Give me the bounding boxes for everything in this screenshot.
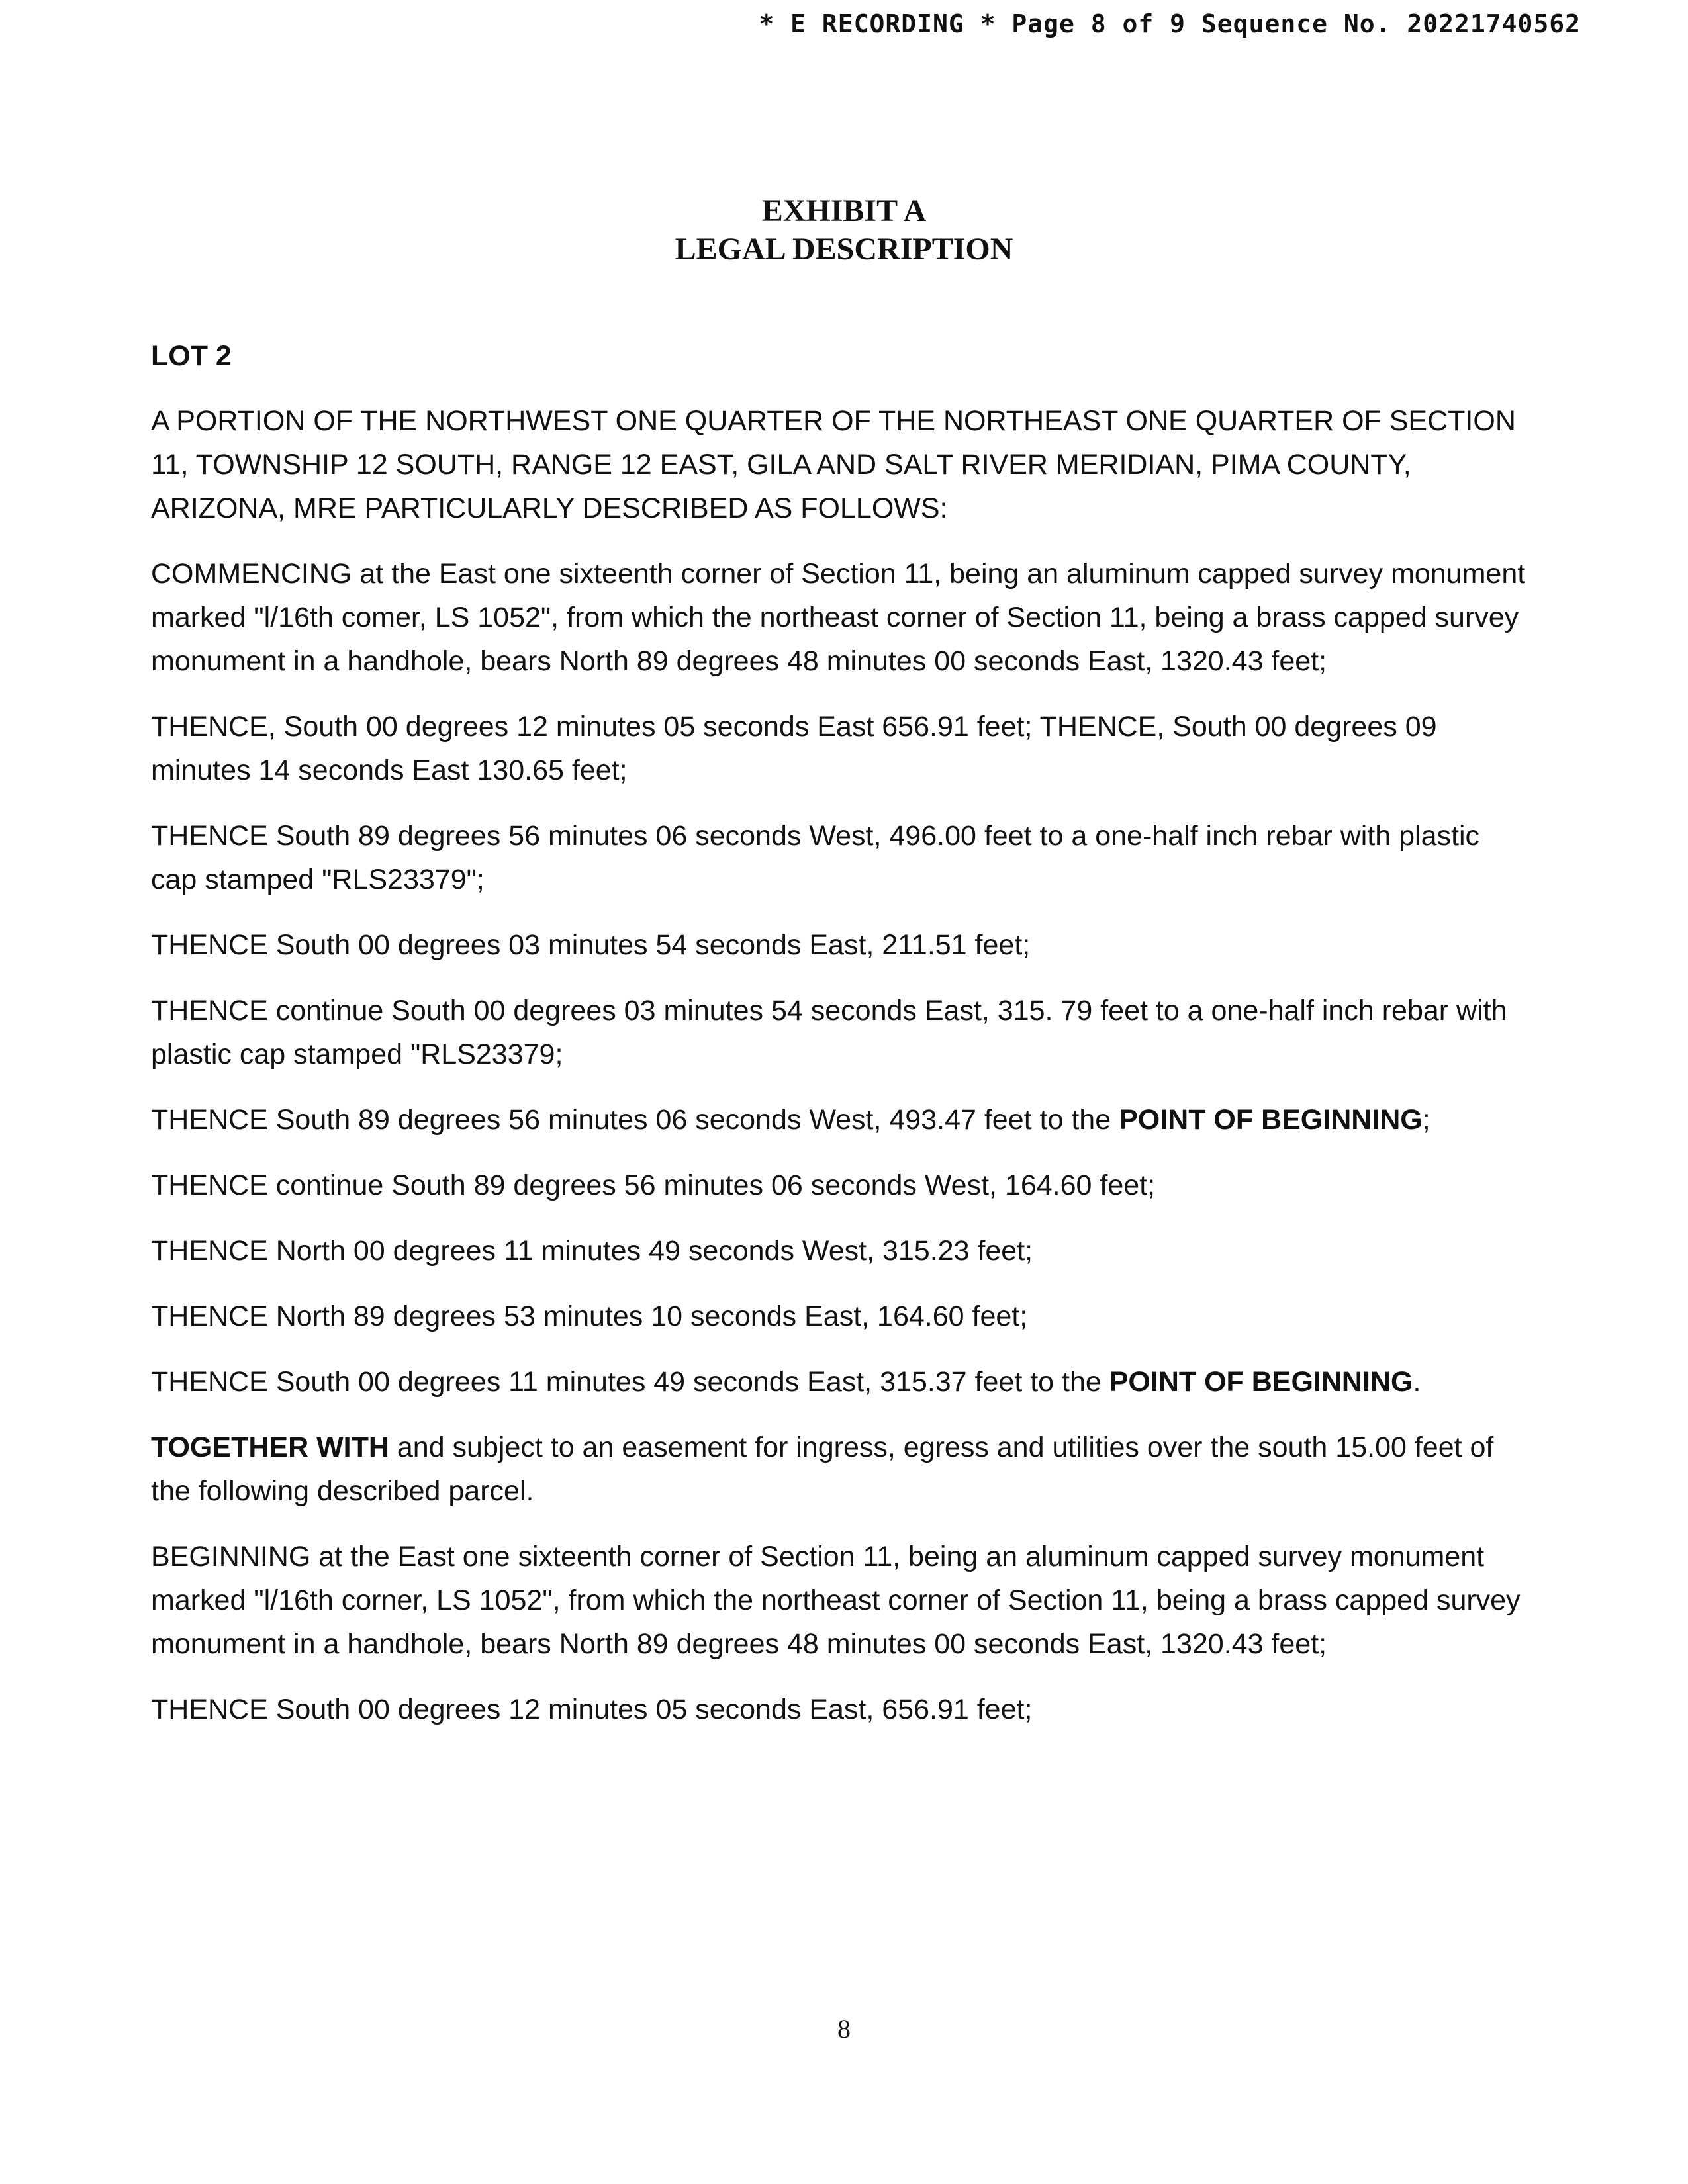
paragraph-beginning xyxy=(151,1535,1531,1666)
paragraph-course-to-pob xyxy=(151,1360,1531,1404)
paragraph-text: THENCE North 00 degrees 11 minutes 49 seconds West, 315.23 feet; xyxy=(151,1235,1033,1267)
paragraph-text: THENCE, South 00 degrees 12 minutes 05 seconds East 656.91 feet; THENCE, South 00 degrees 09 minutes 14 seconds East 130.65 feet; xyxy=(151,711,1437,786)
paragraph-together-with xyxy=(151,1426,1531,1513)
paragraph-text: THENCE South 89 degrees 56 minutes 06 seconds West, 493.47 feet to the xyxy=(151,1104,1119,1136)
lot-heading: LOT 2 xyxy=(151,340,232,372)
paragraph-text: THENCE continue South 00 degrees 03 minutes 54 seconds East, 315. 79 feet to a one-half inch rebar with plastic cap stamped "RLS23379; xyxy=(151,995,1507,1070)
paragraph-portion xyxy=(151,399,1531,530)
point-of-beginning-label: POINT OF BEGINNING xyxy=(1109,1366,1413,1398)
paragraph-text: COMMENCING at the East one sixteenth corner of Section 11, being an aluminum capped survey monument marked "l/16th comer, LS 1052", from which the northeast corner of Section 11, being a brass capped survey monument in a handhole, bears North 89 degrees 48 minutes 00 seconds East, 1320.43 feet; xyxy=(151,558,1526,677)
paragraph-course xyxy=(151,1688,1531,1731)
paragraph-course xyxy=(151,1229,1531,1273)
paragraph-text: BEGINNING at the East one sixteenth corner of Section 11, being an aluminum capped survey monument marked "l/16th corner, LS 1052", from which the northeast corner of Section 11, being a brass capped survey monument in a handhole, bears North 89 degrees 48 minutes 00 seconds East, 1320.43 feet; xyxy=(151,1541,1521,1660)
exhibit-title-line1: EXHIBIT A xyxy=(761,193,927,228)
paragraph-text: THENCE South 89 degrees 56 minutes 06 seconds West, 496.00 feet to a one-half inch rebar with plastic cap stamped "RLS23379"; xyxy=(151,820,1479,895)
paragraph-course xyxy=(151,814,1531,901)
paragraph-course xyxy=(151,1295,1531,1338)
paragraph-text: THENCE South 00 degrees 11 minutes 49 seconds East, 315.37 feet to the xyxy=(151,1366,1109,1398)
paragraph-course xyxy=(151,705,1531,792)
paragraph-commencing xyxy=(151,552,1531,683)
paragraph-text: THENCE continue South 89 degrees 56 minutes 06 seconds West, 164.60 feet; xyxy=(151,1169,1156,1201)
together-with-label: TOGETHER WITH xyxy=(151,1432,389,1463)
paragraph-text: THENCE South 00 degrees 12 minutes 05 seconds East, 656.91 feet; xyxy=(151,1694,1033,1725)
paragraph-punctuation: ; xyxy=(1422,1104,1430,1136)
paragraph-text: THENCE North 89 degrees 53 minutes 10 seconds East, 164.60 feet; xyxy=(151,1300,1028,1332)
point-of-beginning-label: POINT OF BEGINNING xyxy=(1119,1104,1423,1136)
exhibit-title xyxy=(0,192,1688,269)
paragraph-text: A PORTION OF THE NORTHWEST ONE QUARTER OF THE NORTHEAST ONE QUARTER OF SECTION 11, TOWNSHIP 12 SOUTH, RANGE 12 EAST, GILA AND SALT RIVER MERIDIAN, PIMA COUNTY, ARIZONA, MRE PARTICULARLY DESCRIBED AS FOLLOWS: xyxy=(151,405,1516,524)
paragraph-course xyxy=(151,1163,1531,1207)
paragraph-punctuation: . xyxy=(1413,1366,1421,1398)
paragraph-text: and subject to an easement for ingress, egress and utilities over the south 15.00 feet of the following described parcel. xyxy=(151,1432,1494,1507)
paragraph-course xyxy=(151,923,1531,967)
page-number: 8 xyxy=(837,2014,851,2044)
exhibit-title-line2: LEGAL DESCRIPTION xyxy=(675,232,1013,267)
paragraph-course-to-pob xyxy=(151,1098,1531,1142)
recording-header: * E RECORDING * Page 8 of 9 Sequence No. 20221740562 xyxy=(759,9,1581,38)
paragraph-text: THENCE South 00 degrees 03 minutes 54 seconds East, 211.51 feet; xyxy=(151,929,1031,961)
paragraph-course xyxy=(151,989,1531,1076)
legal-description-body xyxy=(151,334,1531,1753)
